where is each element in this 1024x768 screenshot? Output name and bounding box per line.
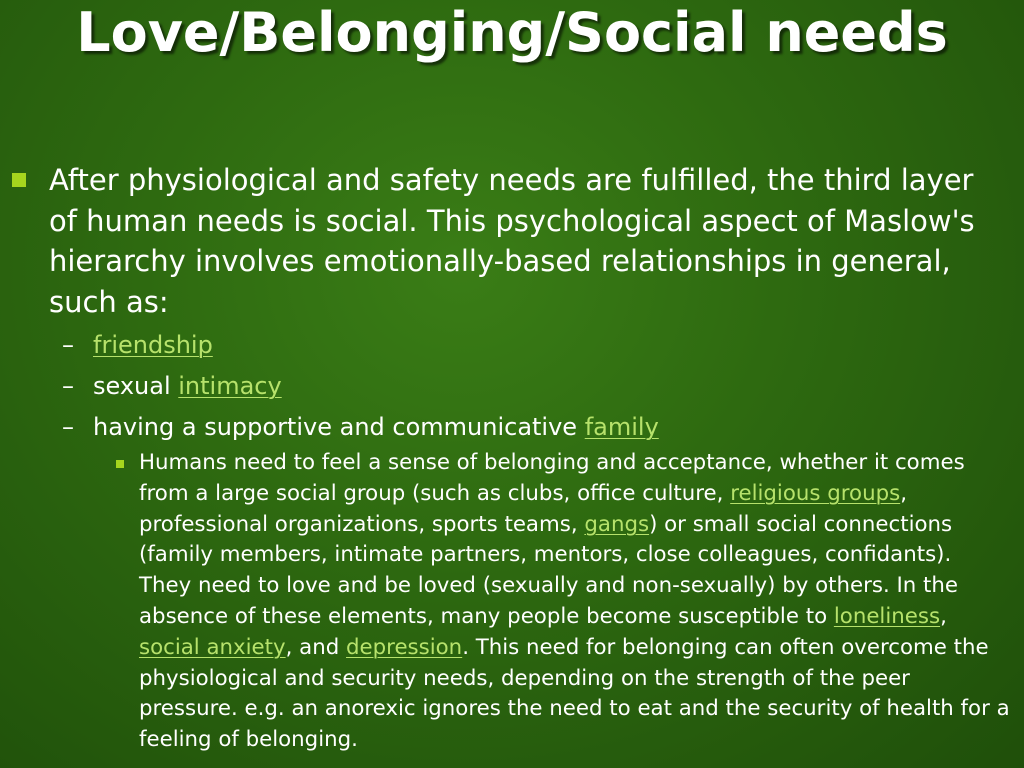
friendship-link[interactable]: friendship [93, 331, 213, 359]
detail-text-4: , [940, 603, 947, 629]
sub-bullet-prefix: sexual [93, 372, 179, 400]
religious-groups-link[interactable]: religious groups [730, 480, 901, 506]
dash-bullet-icon: – [62, 413, 74, 441]
sub-bullet-friendship [0, 325, 1024, 366]
social-anxiety-link[interactable]: social anxiety [139, 634, 286, 660]
family-link[interactable]: family [584, 413, 659, 441]
slide-title: Love/Belonging/Social needs [76, 1, 948, 64]
small-square-bullet-icon [116, 460, 124, 468]
sub-bullet-prefix: having a supportive and communicative [93, 413, 585, 441]
detail-text-3: ) or small social connections (family members, intimate partners, mentors, close colleagues, confidants). They need to love and be loved (sexually and non-sexually) by others. In the absence of these elements, many people become susceptible to [139, 511, 959, 629]
bullet-main-text: After physiological and safety needs are fulfilled, the third layer of human needs is social. This psychological aspect of Maslow's hierarchy involves emotionally-based relationships in general, such as: [49, 163, 975, 319]
gangs-link[interactable]: gangs [584, 511, 650, 537]
square-bullet-icon [12, 173, 26, 187]
dash-bullet-icon: – [62, 372, 74, 400]
depression-link[interactable]: depression [346, 634, 463, 660]
bullet-main [0, 160, 1024, 322]
sub-bullet-list [0, 325, 1024, 448]
intimacy-link[interactable]: intimacy [178, 372, 282, 400]
detail-text-6: . This need for belonging can often overcome the physiological and security needs, depending on the strength of the peer pressure. e.g. an anorexic ignores the need to eat and the security of health for a feeling of belonging. [139, 634, 1010, 753]
detail-text-5: , and [285, 634, 347, 660]
slide-content [0, 160, 1024, 756]
loneliness-link[interactable]: loneliness [833, 603, 941, 629]
sub-bullet-family [0, 407, 1024, 448]
detail-bullet [0, 448, 1024, 756]
dash-bullet-icon: – [62, 331, 74, 359]
detail-text-2: , professional organizations, sports teams, [139, 480, 907, 537]
sub-bullet-intimacy [0, 366, 1024, 407]
detail-text-1: Humans need to feel a sense of belonging and acceptance, whether it comes from a large social group (such as clubs, office culture, [139, 450, 965, 506]
